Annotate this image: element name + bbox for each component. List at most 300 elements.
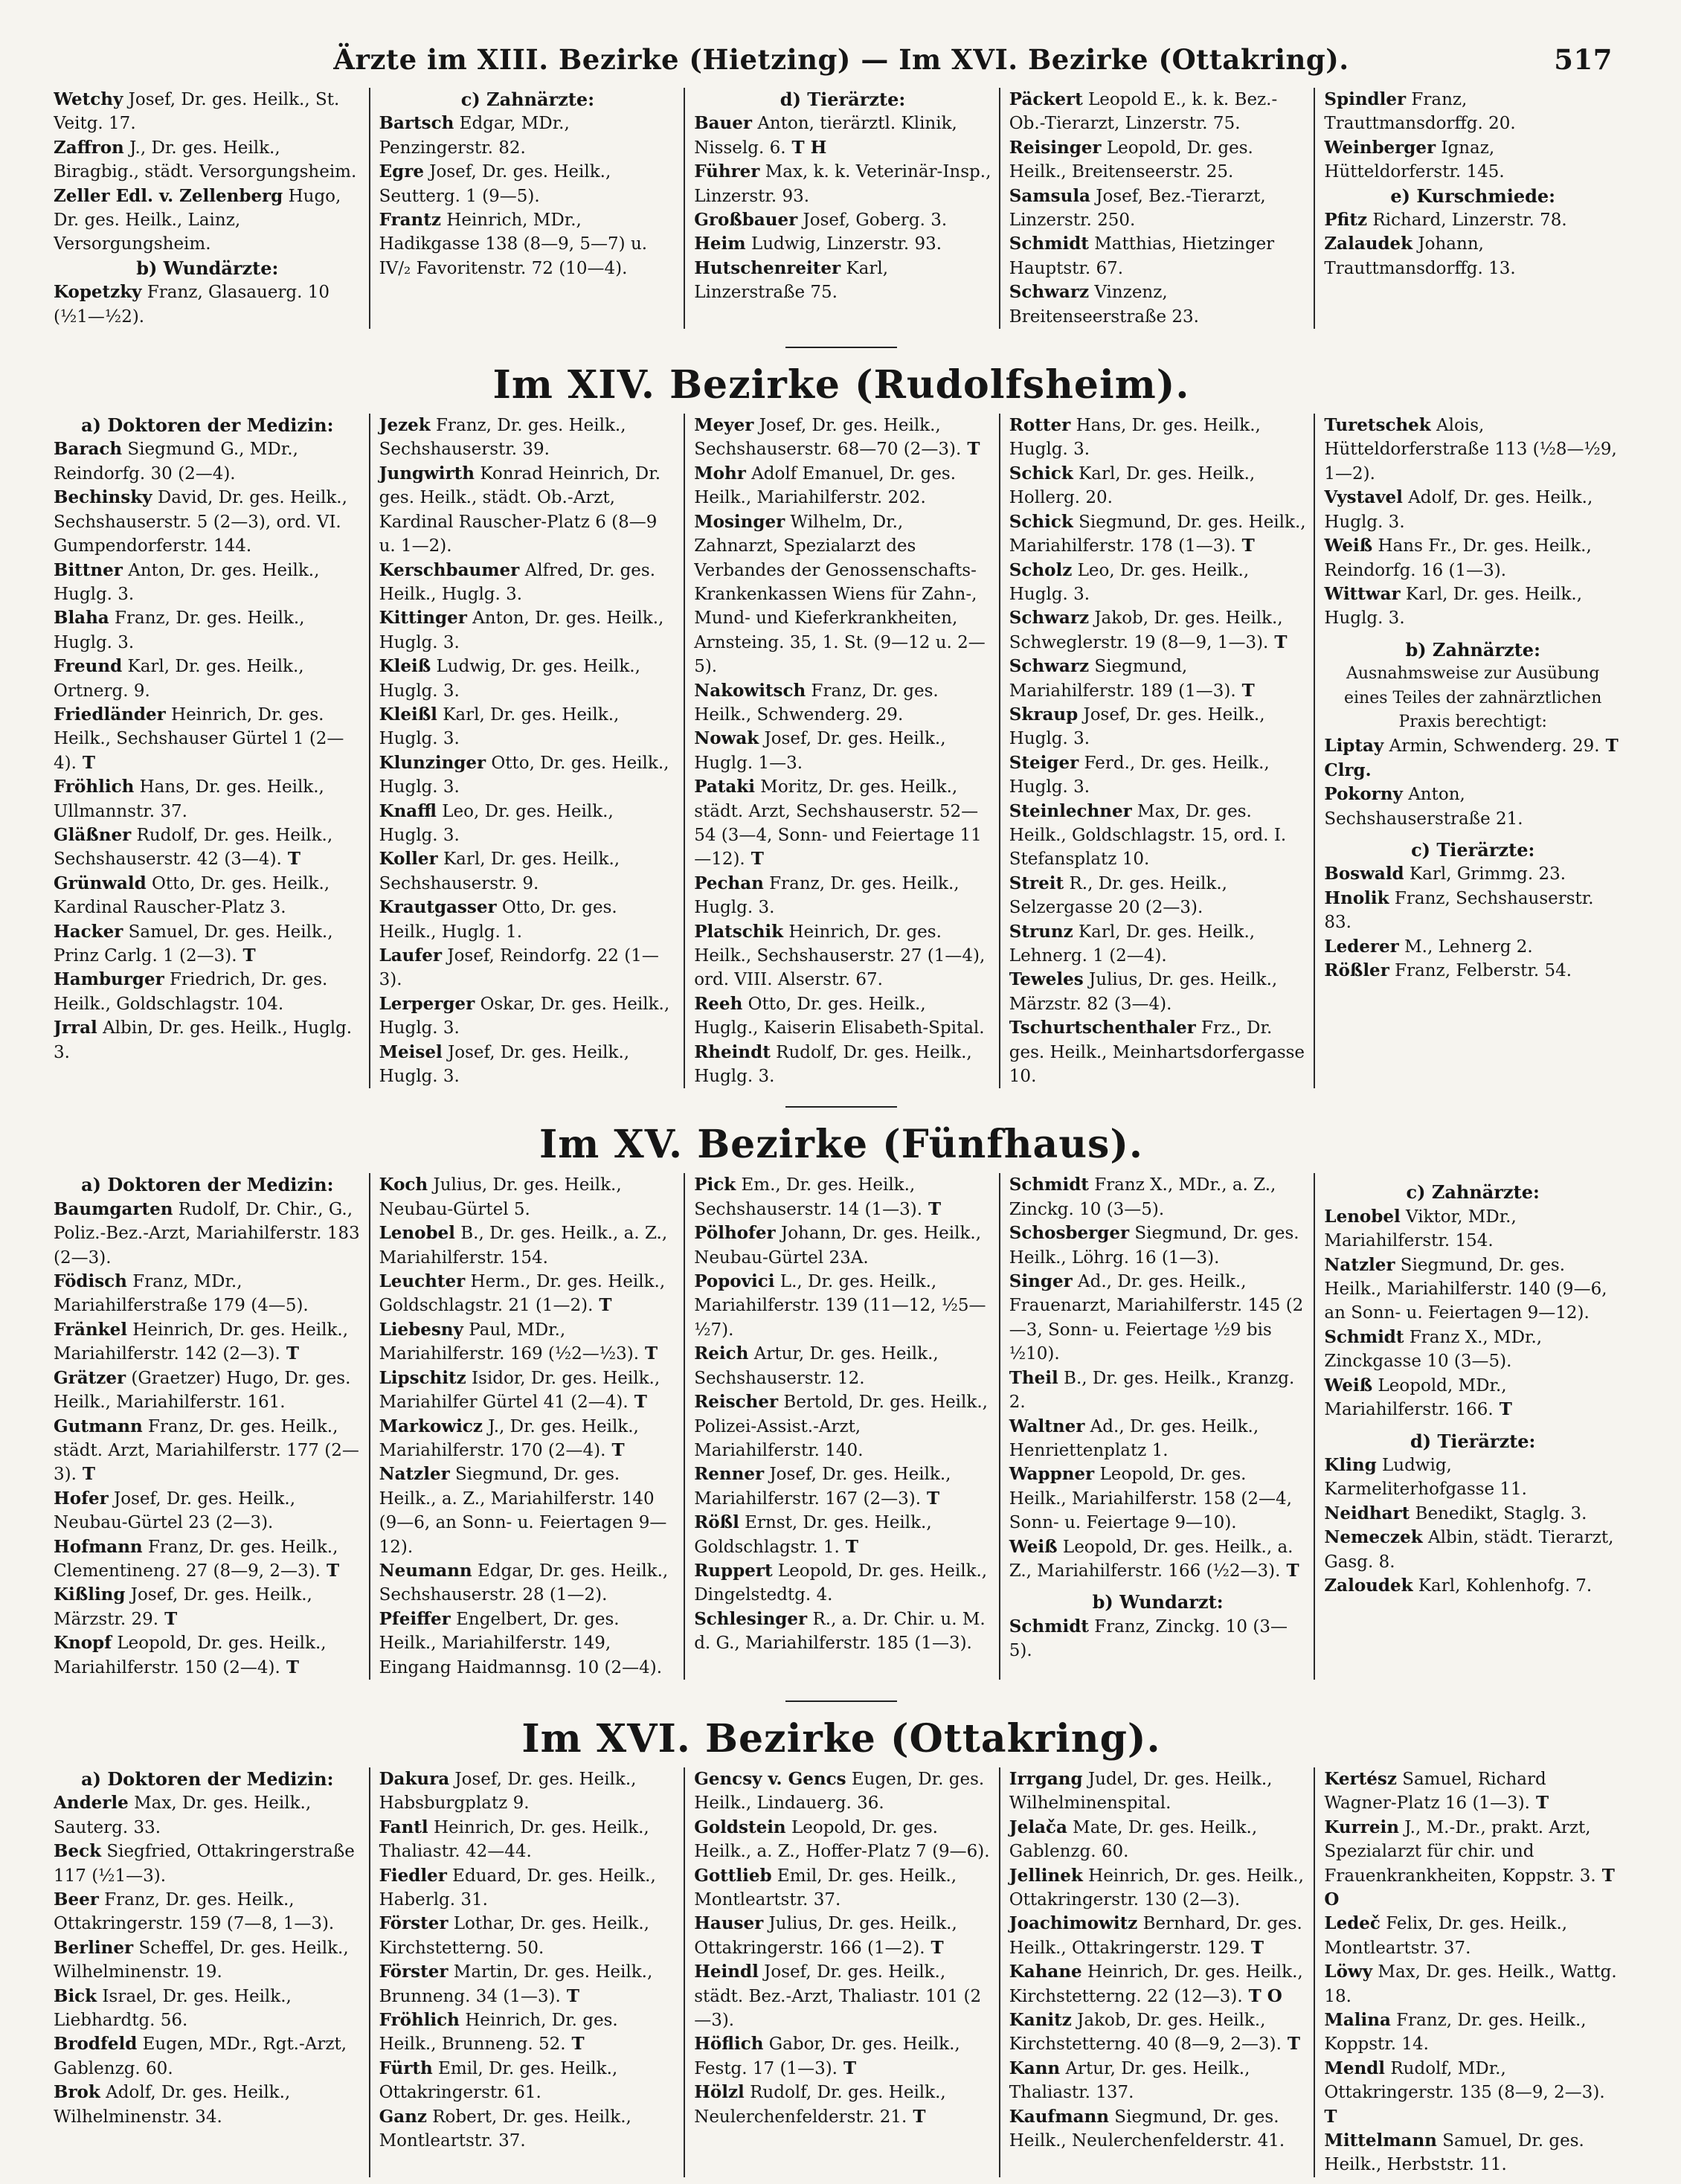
entry-details: Johann, Trauttmansdorffg. 13. bbox=[1324, 234, 1516, 278]
directory-entry bbox=[54, 655, 361, 703]
entry-details: Franz, Dr. ges. Heilk., Ottakringerstr. 159 (7—8, 1—3). bbox=[54, 1890, 335, 1934]
entry-details: Anton, Dr. ges. Heilk., Huglg. 3. bbox=[379, 608, 664, 652]
directory-entry bbox=[379, 1173, 677, 1221]
column bbox=[54, 1173, 369, 1680]
entry-name: Wittwar bbox=[1324, 583, 1401, 604]
entry-name: Hacker bbox=[54, 921, 123, 942]
directory-entry bbox=[694, 775, 991, 872]
entry-details: Josef, Bez.-Tierarzt, Linzerstr. 250. bbox=[1009, 186, 1266, 231]
entry-name: Scholz bbox=[1009, 559, 1073, 580]
directory-entry bbox=[1324, 1326, 1621, 1374]
entry-name: Leuchter bbox=[379, 1271, 466, 1292]
telephone-mark: T bbox=[839, 1536, 858, 1557]
column bbox=[54, 1767, 369, 2177]
entry-name: Kling bbox=[1324, 1454, 1377, 1475]
entry-details: Josef, Dr. ges. Heilk., Mariahilferstr. 167 (2—3). bbox=[694, 1465, 951, 1509]
directory-entry bbox=[1324, 862, 1621, 886]
directory-entry bbox=[379, 896, 677, 944]
directory-entry bbox=[54, 1270, 361, 1318]
entry-name: Rheindt bbox=[694, 1041, 771, 1062]
directory-entry bbox=[54, 1985, 361, 2033]
directory-entry bbox=[1009, 2105, 1307, 2154]
entry-details: Hans Fr., Dr. ges. Heilk., Reindorfg. 16 (1—3). bbox=[1324, 536, 1592, 580]
entry-details: Moritz, Dr. ges. Heilk., städt. Arzt, Sechshauserstr. 52—54 (3—4, Sonn- und Feiertage 11—12). bbox=[694, 777, 982, 870]
directory-entry bbox=[1324, 136, 1621, 184]
entry-details: Eugen, Dr. ges. Heilk., Lindauerg. 36. bbox=[694, 1769, 985, 1814]
category-heading: d) Tierärzte: bbox=[1410, 1430, 1536, 1452]
directory-entry bbox=[379, 414, 677, 462]
entry-name: Reeh bbox=[694, 993, 743, 1014]
directory-entry bbox=[694, 1767, 991, 1816]
entry-name: Frantz bbox=[379, 210, 441, 231]
directory-entry bbox=[1324, 1205, 1621, 1253]
entry-details: Leopold E., k. k. Bez.-Ob.-Tierarzt, Linzerstr. 75. bbox=[1009, 90, 1278, 134]
entry-name: Lederer bbox=[1324, 936, 1399, 957]
entry-name: Födisch bbox=[54, 1271, 127, 1292]
entry-name: Meisel bbox=[379, 1041, 443, 1062]
entry-details: Heinrich, Dr. ges. Heilk., Sechshauserstr. 27 (1—4), ord. VIII. Alserstr. 67. bbox=[694, 922, 986, 990]
entry-name: Jellinek bbox=[1009, 1865, 1083, 1886]
entry-name: Mosinger bbox=[694, 511, 785, 532]
running-header bbox=[54, 43, 1629, 88]
entry-details: Max, k. k. Veterinär-Insp., Linzerstr. 93. bbox=[694, 162, 991, 206]
entry-name: Fröhlich bbox=[379, 2010, 460, 2031]
entry-name: Blaha bbox=[54, 608, 109, 629]
entry-details: Lothar, Dr. ges. Heilk., Kirchstetterng. 50. bbox=[379, 1914, 649, 1958]
entry-name: Dakura bbox=[379, 1768, 450, 1789]
entry-details: Eduard, Dr. ges. Heilk., Haberlg. 31. bbox=[379, 1866, 656, 1910]
entry-name: Förster bbox=[379, 1962, 449, 1982]
directory-entry bbox=[1324, 734, 1621, 783]
entry-name: Markowicz bbox=[379, 1416, 483, 1436]
page-number: 517 bbox=[1554, 43, 1613, 76]
entry-details: J., Dr. ges. Heilk., Biragbig., städt. Versorgungsheim. bbox=[54, 138, 357, 182]
telephone-mark: T bbox=[628, 1392, 647, 1413]
entry-name: Kopetzky bbox=[54, 282, 142, 303]
entry-details: Richard, Linzerstr. 78. bbox=[1367, 211, 1567, 231]
entry-name: Irrgang bbox=[1009, 1768, 1083, 1789]
directory-entry bbox=[1324, 1960, 1621, 2008]
entry-name: Gutmann bbox=[54, 1416, 143, 1436]
entry-details: Emil, Dr. ges. Heilk., Ottakringerstr. 61. bbox=[379, 2058, 618, 2103]
entry-name: Wappner bbox=[1009, 1464, 1095, 1485]
column bbox=[1314, 88, 1629, 329]
directory-entry bbox=[1009, 559, 1307, 607]
directory-entry bbox=[1009, 1816, 1307, 1864]
entry-name: Kanitz bbox=[1009, 2010, 1072, 2031]
entry-details: Leo, Dr. ges. Heilk., Huglg. 3. bbox=[379, 801, 614, 845]
entry-details: Albin, städt. Tierarzt, Gasg. 8. bbox=[1324, 1528, 1614, 1572]
entry-details: Anton, Sechshauserstraße 21. bbox=[1324, 785, 1523, 829]
entry-details: Leopold, Dr. ges. Heilk., Mariahilferstr. 150 (2—4). bbox=[54, 1634, 327, 1677]
entry-name: Hutschenreiter bbox=[694, 257, 841, 278]
entry-name: Reisinger bbox=[1009, 137, 1102, 158]
directory-entry bbox=[694, 1511, 991, 1559]
entry-name: Heindl bbox=[694, 1962, 759, 1982]
entry-details: Karl, Grimmg. 23. bbox=[1404, 864, 1566, 884]
entry-name: Lerperger bbox=[379, 993, 475, 1014]
entry-name: Liebesny bbox=[379, 1319, 463, 1340]
entry-name: Meyer bbox=[694, 415, 754, 436]
entry-details: Josef, Dr. ges. Heilk., Neubau-Gürtel 23 (2—3). bbox=[54, 1488, 296, 1533]
entry-name: Theil bbox=[1009, 1367, 1058, 1388]
directory-entry bbox=[379, 1221, 677, 1270]
entry-name: Pfeiffer bbox=[379, 1608, 451, 1629]
entry-name: Ledeč bbox=[1324, 1913, 1381, 1934]
entry-details: Franz, Felberstr. 54. bbox=[1389, 961, 1572, 980]
entry-name: Bick bbox=[54, 1985, 97, 2006]
entry-name: Malina bbox=[1324, 2010, 1391, 2031]
directory-entry bbox=[379, 1864, 677, 1912]
column bbox=[684, 414, 999, 1088]
entry-details: Josef, Dr. ges. Heilk., städt. Bez.-Arzt, Thaliastr. 101 (2—3). bbox=[694, 1962, 982, 2031]
entry-details: Ludwig, Karmeliterhofgasse 11. bbox=[1324, 1455, 1527, 1500]
directory-entry bbox=[694, 1173, 991, 1221]
entry-details: Scheffel, Dr. ges. Heilk., Wilhelminenstr. 19. bbox=[54, 1938, 349, 1982]
entry-name: Schick bbox=[1009, 511, 1073, 532]
directory-entry bbox=[694, 2032, 991, 2081]
entry-details: Oskar, Dr. ges. Heilk., Huglg. 3. bbox=[379, 994, 670, 1038]
entry-details: Siegmund, Dr. ges. Heilk., Löhrg. 16 (1—3). bbox=[1009, 1224, 1299, 1268]
entry-name: Fiedler bbox=[379, 1865, 447, 1886]
directory-entry bbox=[694, 1559, 991, 1608]
entry-name: Jezek bbox=[379, 415, 431, 436]
directory-entry bbox=[1324, 208, 1621, 232]
entry-name: Spindler bbox=[1324, 89, 1407, 109]
entry-name: Baumgarten bbox=[54, 1198, 173, 1219]
directory-entry bbox=[1324, 2129, 1621, 2177]
entry-details: Franz, Dr. ges. Heilk., Koppstr. 14. bbox=[1324, 2011, 1587, 2055]
entry-name: Zaffron bbox=[54, 137, 124, 158]
entry-details: Samuel, Dr. ges. Heilk., Prinz Carlg. 1 (2—3). bbox=[54, 922, 333, 966]
entry-details: Anton, Dr. ges. Heilk., Huglg. 3. bbox=[54, 560, 320, 604]
entry-name: Joachimowitz bbox=[1009, 1913, 1138, 1934]
entry-details: (Graetzer) Hugo, Dr. ges. Heilk., Mariahilferstr. 161. bbox=[54, 1368, 351, 1413]
entry-name: Kertész bbox=[1324, 1768, 1397, 1789]
directory-entry bbox=[379, 1912, 677, 1960]
entry-name: Wetchy bbox=[54, 89, 123, 109]
entry-details: Em., Dr. ges. Heilk., Sechshauserstr. 14 (1—3). bbox=[694, 1175, 923, 1219]
entry-details: Jakob, Dr. ges. Heilk., Schweglerstr. 19 (8—9, 1—3). bbox=[1009, 608, 1283, 652]
entry-name: Schick bbox=[1009, 463, 1073, 484]
directory-entry bbox=[379, 1318, 677, 1366]
entry-details: Josef, Dr. ges. Heilk., St. Veitg. 17. bbox=[54, 90, 340, 134]
entry-details: Leopold, Dr. ges. Heilk., Mariahilferstr. 158 (2—4, Sonn- u. Feiertage 9—10). bbox=[1009, 1465, 1292, 1533]
directory-entry bbox=[379, 160, 677, 208]
directory-entry bbox=[1009, 136, 1307, 184]
telephone-mark: T bbox=[237, 945, 256, 966]
entry-details: Franz, Dr. ges. Heilk., Sechshauserstr. 39. bbox=[379, 416, 626, 460]
entry-details: Siegfried, Ottakringerstraße 117 (½1—3). bbox=[54, 1842, 355, 1886]
directory-entry bbox=[1324, 414, 1621, 486]
entry-details: Max, Dr. ges. Heilk., Goldschlagstr. 15, ord. I. Stefansplatz 10. bbox=[1009, 801, 1287, 870]
entry-name: Nowak bbox=[694, 728, 759, 749]
entry-name: Kann bbox=[1009, 2058, 1061, 2078]
entry-name: Tschurtschenthaler bbox=[1009, 1018, 1196, 1038]
entry-name: Rößler bbox=[1324, 960, 1389, 980]
entry-details: Otto, Dr. ges. Heilk., Huglg. 1. bbox=[379, 898, 617, 942]
entry-name: Pölhofer bbox=[694, 1223, 776, 1244]
telephone-mark: T bbox=[925, 1937, 944, 1958]
entry-details: Felix, Dr. ges. Heilk., Montleartstr. 37. bbox=[1324, 1914, 1568, 1958]
directory-entry bbox=[54, 1631, 361, 1680]
entry-details: David, Dr. ges. Heilk., Sechshauserstr. 5 (2—3), ord. VI. Gumpendorferstr. 144. bbox=[54, 488, 347, 556]
entry-details: Leopold, Dr. ges. Heilk., Dingelstedtg. 4. bbox=[694, 1561, 988, 1605]
entry-name: Kißling bbox=[54, 1584, 126, 1605]
directory-entry bbox=[379, 944, 677, 992]
entry-name: Steinlechner bbox=[1009, 800, 1132, 821]
entry-name: Steiger bbox=[1009, 752, 1079, 773]
entry-details: Karl, Dr. ges. Heilk., Sechshauserstr. 9. bbox=[379, 849, 620, 893]
entry-name: Weiß bbox=[1324, 536, 1373, 556]
directory-entry bbox=[1324, 887, 1621, 935]
directory-entry bbox=[54, 606, 361, 655]
entry-details: Armin, Schwenderg. 29. bbox=[1383, 736, 1600, 757]
telephone-mark: T bbox=[76, 752, 96, 773]
telephone-mark: T bbox=[565, 2034, 585, 2055]
directory-entry bbox=[694, 462, 991, 510]
entry-name: Knaffl bbox=[379, 800, 437, 821]
directory-entry bbox=[1009, 414, 1307, 462]
entry-details: Bertold, Dr. ges. Heilk., Polizei-Assist.-Arzt, Mariahilferstr. 140. bbox=[694, 1393, 988, 1460]
entry-name: Streit bbox=[1009, 873, 1064, 893]
directory-entry bbox=[54, 1415, 361, 1487]
entry-name: Liptay bbox=[1324, 736, 1384, 757]
entry-name: Koch bbox=[379, 1175, 428, 1195]
entry-details: Mate, Dr. ges. Heilk., Gablenzg. 60. bbox=[1009, 1817, 1258, 1862]
entry-name: Friedländer bbox=[54, 704, 166, 725]
entry-details: Leo, Dr. ges. Heilk., Huglg. 3. bbox=[1009, 560, 1250, 604]
directory-entry bbox=[54, 823, 361, 872]
entry-details: Adolf, Dr. ges. Heilk., Huglg. 3. bbox=[1324, 488, 1593, 532]
category-heading: a) Doktoren der Medizin: bbox=[81, 414, 334, 437]
telephone-mark: T bbox=[1244, 1937, 1264, 1958]
directory-entry bbox=[1009, 655, 1307, 703]
directory-entry bbox=[379, 1366, 677, 1415]
directory-entry bbox=[694, 727, 991, 775]
entry-details: Ad., Dr. ges. Heilk., Frauenarzt, Mariahilferstr. 145 (2—3, Sonn- u. Feiertage ½9 bis ½10). bbox=[1009, 1272, 1304, 1364]
directory-entry bbox=[54, 968, 361, 1016]
directory-entry bbox=[54, 1016, 361, 1064]
entry-details: Leopold, MDr., Mariahilferstr. 166. bbox=[1324, 1375, 1507, 1420]
column bbox=[1314, 414, 1629, 1088]
entry-details: Rudolf, Dr. ges. Heilk., Neulerchenfelderstr. 21. bbox=[694, 2083, 946, 2127]
directory-entry bbox=[1324, 959, 1621, 983]
directory-entry bbox=[1324, 1816, 1621, 1912]
entry-name: Schlesinger bbox=[694, 1608, 808, 1629]
entry-name: Teweles bbox=[1009, 969, 1084, 990]
entry-details: Artur, Dr. ges. Heilk., Thaliastr. 137. bbox=[1009, 2058, 1250, 2103]
category-heading: d) Tierärzte: bbox=[780, 89, 906, 110]
entry-details: Edgar, MDr., Penzingerstr. 82. bbox=[379, 114, 570, 158]
column bbox=[999, 414, 1314, 1088]
entry-details: Adolf, Dr. ges. Heilk., Wilhelminenstr. 34. bbox=[54, 2083, 291, 2127]
telephone-mark: T bbox=[560, 1985, 579, 2006]
entry-name: Fränkel bbox=[54, 1319, 127, 1340]
directory-entry bbox=[1009, 462, 1307, 510]
entry-name: Berliner bbox=[54, 1937, 134, 1958]
directory-entry bbox=[54, 88, 361, 136]
directory-entry bbox=[694, 1816, 991, 1864]
entry-name: Kleiß bbox=[379, 656, 431, 677]
entry-name: Samsula bbox=[1009, 185, 1090, 206]
directory-entry bbox=[1009, 920, 1307, 969]
directory-entry bbox=[1009, 751, 1307, 800]
column bbox=[999, 1767, 1314, 2177]
entry-name: Hölzl bbox=[694, 2082, 745, 2103]
entry-details: Emil, Dr. ges. Heilk., Montleartstr. 37. bbox=[694, 1866, 957, 1910]
entry-name: Krautgasser bbox=[379, 897, 497, 918]
entry-details: Max, Dr. ges. Heilk., Sauterg. 33. bbox=[54, 1793, 312, 1837]
column bbox=[54, 88, 369, 329]
entry-name: Beck bbox=[54, 1841, 102, 1862]
directory-entry bbox=[54, 1318, 361, 1366]
directory-entry bbox=[1324, 1767, 1621, 1816]
entry-details: Otto, Dr. ges. Heilk., Kardinal Rauscher-Platz 3. bbox=[54, 873, 330, 918]
entry-name: Pick bbox=[694, 1175, 736, 1195]
directory-entry bbox=[694, 208, 991, 232]
entry-details: Karl, Linzerstraße 75. bbox=[694, 258, 889, 303]
telephone-mark: T bbox=[320, 1560, 340, 1581]
entry-name: Mohr bbox=[694, 463, 746, 484]
directory-entry bbox=[1009, 1016, 1307, 1088]
category-note: Ausnahmsweise zur Ausübung eines Teiles der zahnärztlichen Praxis berechtigt: bbox=[1344, 664, 1602, 731]
directory-entry bbox=[1324, 2057, 1621, 2129]
directory-entry bbox=[1324, 2008, 1621, 2057]
directory-entry bbox=[694, 1041, 991, 1089]
entry-details: Heinrich, Dr. ges. Heilk., Mariahilferstr. 142 (2—3). bbox=[54, 1320, 349, 1364]
telephone-mark: T bbox=[593, 1295, 612, 1316]
entry-name: Rotter bbox=[1009, 415, 1071, 436]
entry-details: Ludwig, Dr. ges. Heilk., Huglg. 3. bbox=[379, 657, 640, 701]
directory-entry bbox=[1324, 935, 1621, 959]
directory-entry bbox=[1009, 703, 1307, 751]
telephone-mark: T bbox=[1529, 1793, 1549, 1814]
directory-entry bbox=[54, 136, 361, 184]
entry-name: Renner bbox=[694, 1464, 765, 1485]
entry-details: Rudolf, Dr. ges. Heilk., Huglg. 3. bbox=[694, 1042, 972, 1087]
entry-name: Großbauer bbox=[694, 210, 798, 231]
entry-details: Bernhard, Dr. ges. Heilk., Ottakringerstr. 129. bbox=[1009, 1914, 1302, 1958]
directory-entry bbox=[54, 486, 361, 558]
section-divider bbox=[785, 347, 897, 348]
entry-details: Franz X., MDr., a. Z., Zinckg. 10 (3—5). bbox=[1009, 1175, 1276, 1219]
directory-entry bbox=[1324, 1454, 1621, 1502]
directory-entry bbox=[379, 1608, 677, 1680]
entry-name: Bittner bbox=[54, 559, 123, 580]
entry-name: Popovici bbox=[694, 1271, 775, 1292]
directory-entry bbox=[54, 703, 361, 775]
entry-details: Franz, Trauttmansdorffg. 20. bbox=[1324, 90, 1516, 134]
column bbox=[684, 88, 999, 329]
entry-name: Zaloudek bbox=[1324, 1575, 1413, 1596]
directory-entry bbox=[379, 1462, 677, 1559]
entry-details: Matthias, Hietzinger Hauptstr. 67. bbox=[1009, 234, 1275, 278]
directory-entry bbox=[1009, 184, 1307, 233]
directory-entry bbox=[694, 232, 991, 256]
entry-name: Reich bbox=[694, 1343, 749, 1364]
directory-entry bbox=[54, 280, 361, 329]
directory-entry bbox=[379, 462, 677, 559]
column bbox=[1314, 1173, 1629, 1680]
entry-details: Karl, Dr. ges. Heilk., Hollerg. 20. bbox=[1009, 463, 1256, 508]
directory-entry bbox=[1009, 968, 1307, 1016]
entry-name: Turetschek bbox=[1324, 415, 1431, 436]
entry-name: Vystavel bbox=[1324, 487, 1403, 508]
entry-details: Karl, Dr. ges. Heilk., Lehnerg. 1 (2—4). bbox=[1009, 922, 1256, 966]
directory-entry bbox=[379, 800, 677, 848]
entry-details: Ferd., Dr. ges. Heilk., Huglg. 3. bbox=[1009, 753, 1270, 797]
telephone-mark: T bbox=[281, 849, 300, 870]
entry-name: Ruppert bbox=[694, 1560, 773, 1581]
entry-name: Bauer bbox=[694, 113, 753, 134]
entry-name: Hauser bbox=[694, 1913, 764, 1934]
section-title: Im XV. Bezirke (Fünfhaus). bbox=[539, 1122, 1144, 1168]
entry-name: Grünwald bbox=[54, 873, 147, 893]
section-columns bbox=[54, 1173, 1629, 1680]
directory-entry bbox=[1324, 534, 1621, 582]
entry-name: Jelača bbox=[1009, 1817, 1067, 1837]
entry-name: Hofmann bbox=[54, 1536, 143, 1557]
directory-entry bbox=[379, 2057, 677, 2105]
entry-details: Anton, tierärztl. Klinik, Nisselg. 6. bbox=[694, 114, 957, 158]
entry-details: M., Lehnerg 2. bbox=[1398, 937, 1533, 957]
directory-entry bbox=[379, 1041, 677, 1089]
entry-name: Boswald bbox=[1324, 864, 1404, 884]
entry-details: Leopold, Dr. ges. Heilk., a. Z., Mariahilferstr. 166 (½2—3). bbox=[1009, 1537, 1293, 1581]
directory-entry bbox=[1009, 1864, 1307, 1912]
entry-details: Franz, Glasauerg. 10 (½1—½2). bbox=[54, 283, 330, 327]
directory-entry bbox=[379, 655, 677, 703]
entry-details: Josef, Dr. ges. Heilk., Seutterg. 1 (9—5). bbox=[379, 162, 611, 206]
entry-details: Heinrich, MDr., Hadikgasse 138 (8—9, 5—7) u. IV/₂ Favoritenstr. 72 (10—4). bbox=[379, 211, 648, 278]
entry-name: Platschik bbox=[694, 921, 784, 942]
header-title: Ärzte im XIII. Bezirke (Hietzing) — Im XVI. Bezirke (Ottakring). bbox=[333, 43, 1349, 76]
section-title: Im XIV. Bezirke (Rudolfsheim). bbox=[492, 362, 1190, 408]
directory-entry bbox=[379, 559, 677, 607]
entry-details: Israel, Dr. ges. Heilk., Liebhardtg. 56. bbox=[54, 1986, 292, 2031]
entry-name: Fürth bbox=[379, 2058, 433, 2078]
entry-details: Hans, Dr. ges. Heilk., Huglg. 3. bbox=[1009, 416, 1261, 460]
directory-entry bbox=[1009, 88, 1307, 136]
entry-name: Strunz bbox=[1009, 921, 1073, 942]
directory-entry bbox=[379, 1767, 677, 1816]
directory-entry bbox=[1009, 232, 1307, 280]
entry-details: Paul, MDr., Mariahilferstr. 169 (½2—½3). bbox=[379, 1320, 640, 1364]
directory-entry bbox=[1009, 606, 1307, 655]
telephone-mark: T bbox=[1324, 2106, 1337, 2127]
entry-details: Julius, Dr. ges. Heilk., Neubau-Gürtel 5. bbox=[379, 1175, 622, 1219]
directory-entry bbox=[1009, 1221, 1307, 1270]
directory-entry bbox=[1009, 2008, 1307, 2057]
entry-name: Bechinsky bbox=[54, 487, 152, 508]
entry-details: Hans, Dr. ges. Heilk., Ullmannstr. 37. bbox=[54, 777, 324, 821]
entry-details: Otto, Dr. ges. Heilk., Huglg., Kaiserin Elisabeth-Spital. bbox=[694, 994, 985, 1038]
entry-details: Adolf Emanuel, Dr. ges. Heilk., Mariahilferstr. 202. bbox=[694, 463, 957, 508]
directory-entry bbox=[694, 510, 991, 679]
entry-details: Karl, Dr. ges. Heilk., Ortnerg. 9. bbox=[54, 657, 304, 701]
entry-name: Freund bbox=[54, 656, 123, 677]
entry-name: Waltner bbox=[1009, 1416, 1085, 1436]
category-heading: b) Wundärzte: bbox=[136, 257, 279, 279]
directory-entry bbox=[694, 1270, 991, 1342]
section-columns bbox=[54, 88, 1629, 329]
entry-name: Brok bbox=[54, 2082, 100, 2103]
telephone-mark: T Clrg. bbox=[1324, 736, 1619, 780]
entry-details: Samuel, Richard Wagner-Platz 16 (1—3). bbox=[1324, 1769, 1546, 1814]
column bbox=[1314, 1767, 1629, 2177]
entry-details: Karl, Dr. ges. Heilk., Huglg. 3. bbox=[1324, 584, 1583, 629]
